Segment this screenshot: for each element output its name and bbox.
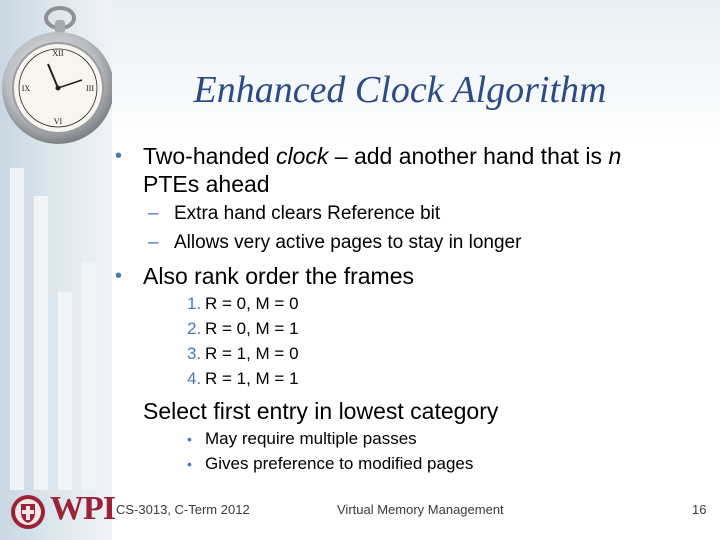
bullet-2-text: Also rank order the frames bbox=[143, 263, 415, 289]
item-number: 1. bbox=[187, 294, 202, 313]
bullet-1 bbox=[115, 142, 622, 170]
numbered-item bbox=[187, 293, 299, 315]
sub-bullet-marker: • bbox=[187, 456, 192, 472]
sub-bullet bbox=[148, 231, 522, 255]
sub-bullet bbox=[187, 428, 417, 450]
item-text: R = 1, M = 1 bbox=[205, 369, 299, 388]
numbered-item bbox=[187, 318, 299, 340]
footer-topic: Virtual Memory Management bbox=[337, 502, 504, 517]
bullet-2-continuation: Select first entry in lowest category bbox=[143, 398, 499, 424]
bullet-1-text: Two-handed bbox=[143, 143, 276, 169]
bullet-marker: • bbox=[115, 145, 123, 167]
bullet-2 bbox=[115, 262, 415, 290]
svg-text:XII: XII bbox=[52, 49, 64, 58]
decorative-bar bbox=[10, 168, 24, 490]
item-text: R = 0, M = 0 bbox=[205, 294, 299, 313]
item-text: R = 0, M = 1 bbox=[205, 319, 299, 338]
sub-bullet-marker: – bbox=[148, 232, 159, 253]
sub-bullet-text: May require multiple passes bbox=[205, 429, 417, 448]
sub-bullet bbox=[187, 453, 474, 475]
page-number: 16 bbox=[692, 502, 707, 517]
sub-bullet bbox=[148, 202, 441, 226]
wpi-logo-text: WPI bbox=[50, 490, 115, 527]
sub-bullet-marker: • bbox=[187, 431, 192, 447]
slide-title: Enhanced Clock Algorithm bbox=[193, 69, 607, 111]
decorative-bar bbox=[34, 196, 48, 490]
sub-bullet-text: Allows very active pages to stay in longer bbox=[174, 232, 522, 253]
numbered-item bbox=[187, 343, 299, 365]
bullet-1-emphasis-n: n bbox=[608, 143, 622, 169]
sub-bullet-text: Extra hand clears Reference bit bbox=[174, 203, 441, 224]
decorative-bar bbox=[82, 262, 96, 490]
decorative-bar bbox=[58, 292, 72, 490]
item-text: R = 1, M = 0 bbox=[205, 344, 299, 363]
bullet-marker: • bbox=[115, 265, 123, 287]
item-number: 4. bbox=[187, 369, 202, 388]
footer-course: CS-3013, C-Term 2012 bbox=[116, 502, 250, 517]
sub-bullet-marker: – bbox=[148, 203, 159, 224]
item-number: 3. bbox=[187, 344, 202, 363]
bullet-1-emphasis: clock bbox=[275, 143, 329, 169]
pocket-watch-icon bbox=[0, 0, 112, 150]
bullet-1-text-mid: – add another hand that is bbox=[328, 143, 609, 169]
bullet-1-line-2: PTEs ahead bbox=[143, 171, 270, 197]
sub-bullet-text: Gives preference to modified pages bbox=[205, 454, 474, 473]
numbered-item bbox=[187, 368, 299, 390]
svg-text:VI: VI bbox=[53, 117, 63, 126]
item-number: 2. bbox=[187, 319, 202, 338]
svg-text:IX: IX bbox=[21, 84, 31, 93]
svg-text:III: III bbox=[86, 84, 94, 93]
